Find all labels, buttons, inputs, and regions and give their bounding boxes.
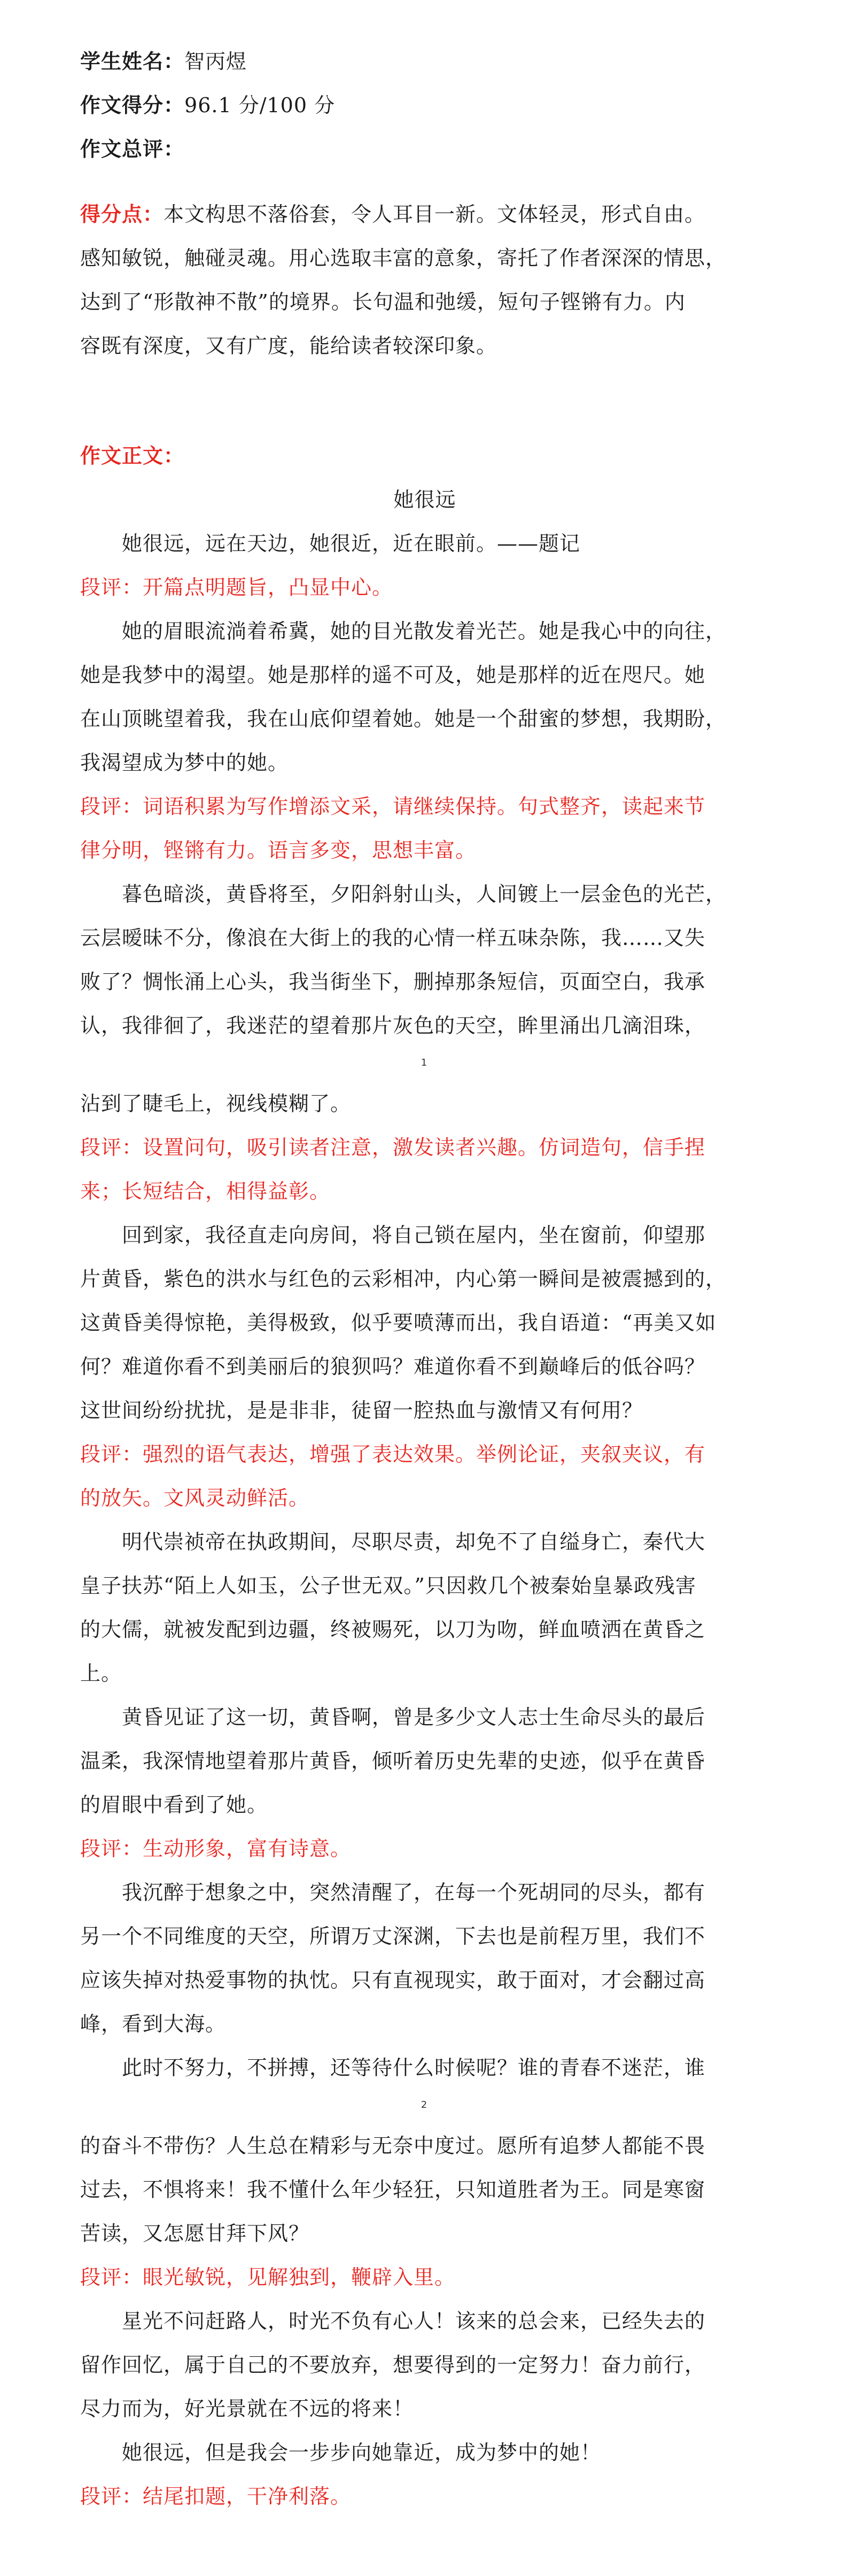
summary-line: 达到了“形散神不散”的境界。长句温和弛缓，短句子铿锵有力。内 <box>80 290 686 314</box>
essay-line: 败了？惆怅涌上心头，我当街坐下，删掉那条短信，页面空白，我承 <box>80 970 706 994</box>
score-points-label: 得分点： <box>80 202 164 226</box>
summary-text: 本文构思不落俗套，令人耳目一新。文体轻灵，形式自由。 <box>164 203 706 226</box>
essay-line: 认，我徘徊了，我迷茫的望着那片灰色的天空，眸里涌出几滴泪珠， <box>80 1014 706 1037</box>
essay-line: 在山顶眺望着我，我在山底仰望着她。她是一个甜蜜的梦想，我期盼， <box>80 707 727 731</box>
essay-line: 回到家，我径直走向房间，将自己锁在屋内，坐在窗前，仰望那 <box>122 1223 706 1247</box>
page-number: 1 <box>421 1057 427 1068</box>
paragraph-comment: 律分明，铿锵有力。语言多变，思想丰富。 <box>80 839 477 862</box>
essay-line: 她的眉眼流淌着希冀，她的目光散发着光芒。她是我心中的向往， <box>122 619 727 643</box>
essay-line: 应该失掉对热爱事物的执忱。只有直视现实，敢于面对，才会翻过高 <box>80 1968 706 1992</box>
essay-line: 云层暧昧不分，像浪在大街上的我的心情一样五味杂陈，我……又失 <box>80 926 706 950</box>
essay-line: 上。 <box>80 1662 122 1685</box>
essay-line: 我渴望成为梦中的她。 <box>80 751 289 774</box>
essay-line: 这黄昏美得惊艳，美得极致，似乎要喷薄而出，我自语道：“再美又如 <box>80 1311 717 1334</box>
essay-line: 我沉醉于想象之中，突然清醒了，在每一个死胡同的尽头，都有 <box>122 1881 706 1904</box>
essay-line: 暮色暗淡，黄昏将至，夕阳斜射山头，人间镀上一层金色的光芒， <box>122 882 727 906</box>
essay-line: 尽力而为，好光景就在不远的将来！ <box>80 2397 414 2420</box>
essay-line: 过去，不惧将来！我不懂什么年少轻狂，只知道胜者为王。同是寒窗 <box>80 2178 706 2201</box>
student-name-value: 智丙煜 <box>184 50 247 73</box>
paragraph-comment: 来；长短结合，相得益彰。 <box>80 1180 331 1203</box>
page-number: 2 <box>421 2099 427 2111</box>
student-name-label: 学生姓名： <box>80 49 185 73</box>
summary-label: 作文总评： <box>80 137 185 161</box>
paragraph-comment: 段评：设置问句，吸引读者注意，激发读者兴趣。仿词造句，信手捏 <box>80 1136 706 1159</box>
essay-label: 作文正文： <box>80 444 185 468</box>
score-label: 作文得分： <box>80 93 185 117</box>
summary-line <box>80 201 769 228</box>
essay-line: 她很远，但是我会一步步向她靠近，成为梦中的她！ <box>122 2441 602 2464</box>
essay-line: 片黄昏，紫色的洪水与红色的云彩相冲，内心第一瞬间是被震撼到的， <box>80 1267 727 1291</box>
essay-line: 皇子扶苏“陌上人如玉，公子世无双。”只因救几个被秦始皇暴政残害 <box>80 1574 696 1597</box>
essay-line: 星光不问赶路人，时光不负有心人！该来的总会来，已经失去的 <box>122 2309 706 2333</box>
essay-line: 的奋斗不带伤？人生总在精彩与无奈中度过。愿所有追梦人都能不畏 <box>80 2134 706 2158</box>
summary-line: 感知敏锐，触碰灵魂。用心选取丰富的意象，寄托了作者深深的情思， <box>80 246 727 270</box>
essay-line: 这世间纷纷扰扰，是是非非，徒留一腔热血与激情又有何用？ <box>80 1399 643 1422</box>
score-value: 96.1 分/100 分 <box>184 94 336 117</box>
paragraph-comment: 段评：开篇点明题旨，凸显中心。 <box>80 576 393 599</box>
essay-line: 留作回忆，属于自己的不要放弃，想要得到的一定努力！奋力前行， <box>80 2353 706 2377</box>
essay-line: 的眉眼中看到了她。 <box>80 1793 268 1817</box>
essay-title: 她很远 <box>393 488 456 511</box>
essay-line: 温柔，我深情地望着那片黄昏，倾听着历史先辈的史迹，似乎在黄昏 <box>80 1749 706 1773</box>
paragraph-comment: 段评：词语积累为写作增添文采，请继续保持。句式整齐，读起来节 <box>80 795 706 818</box>
essay-line: 苦读，又怎愿甘拜下风？ <box>80 2222 310 2245</box>
summary-line: 容既有深度，又有广度，能给读者较深印象。 <box>80 334 497 358</box>
score-row <box>80 92 769 119</box>
essay-line: 另一个不同维度的天空，所谓万丈深渊，下去也是前程万里，我们不 <box>80 1925 706 1948</box>
paragraph-comment: 段评：强烈的语气表达，增强了表达效果。举例论证，夹叙夹议，有 <box>80 1442 706 1466</box>
student-name-row <box>80 48 769 75</box>
paragraph-comment: 段评：结尾扣题，干净利落。 <box>80 2485 352 2508</box>
essay-line: 她很远，远在天边，她很近，近在眼前。——题记 <box>122 532 581 555</box>
essay-line: 此时不努力，不拼搏，还等待什么时候呢？谁的青春不迷茫，谁 <box>122 2056 706 2080</box>
essay-line: 何？难道你看不到美丽后的狼狈吗？难道你看不到巅峰后的低谷吗？ <box>80 1355 706 1378</box>
paragraph-comment: 段评：眼光敏锐，见解独到，鞭辟入里。 <box>80 2265 456 2289</box>
essay-line: 沾到了睫毛上，视线模糊了。 <box>80 1092 352 1115</box>
paragraph-comment: 的放矢。文风灵动鲜活。 <box>80 1486 310 1510</box>
essay-line: 她是我梦中的渴望。她是那样的遥不可及，她是那样的近在咫尺。她 <box>80 663 706 687</box>
essay-line: 峰，看到大海。 <box>80 2012 227 2036</box>
paragraph-comment: 段评：生动形象，富有诗意。 <box>80 1837 352 1860</box>
essay-line: 的大儒，就被发配到边疆，终被赐死，以刀为吻，鲜血喷洒在黄昏之 <box>80 1618 706 1641</box>
essay-line: 黄昏见证了这一切，黄昏啊，曾是多少文人志士生命尽头的最后 <box>122 1705 706 1729</box>
essay-line: 明代崇祯帝在执政期间，尽职尽责，却免不了自缢身亡，秦代大 <box>122 1530 706 1554</box>
